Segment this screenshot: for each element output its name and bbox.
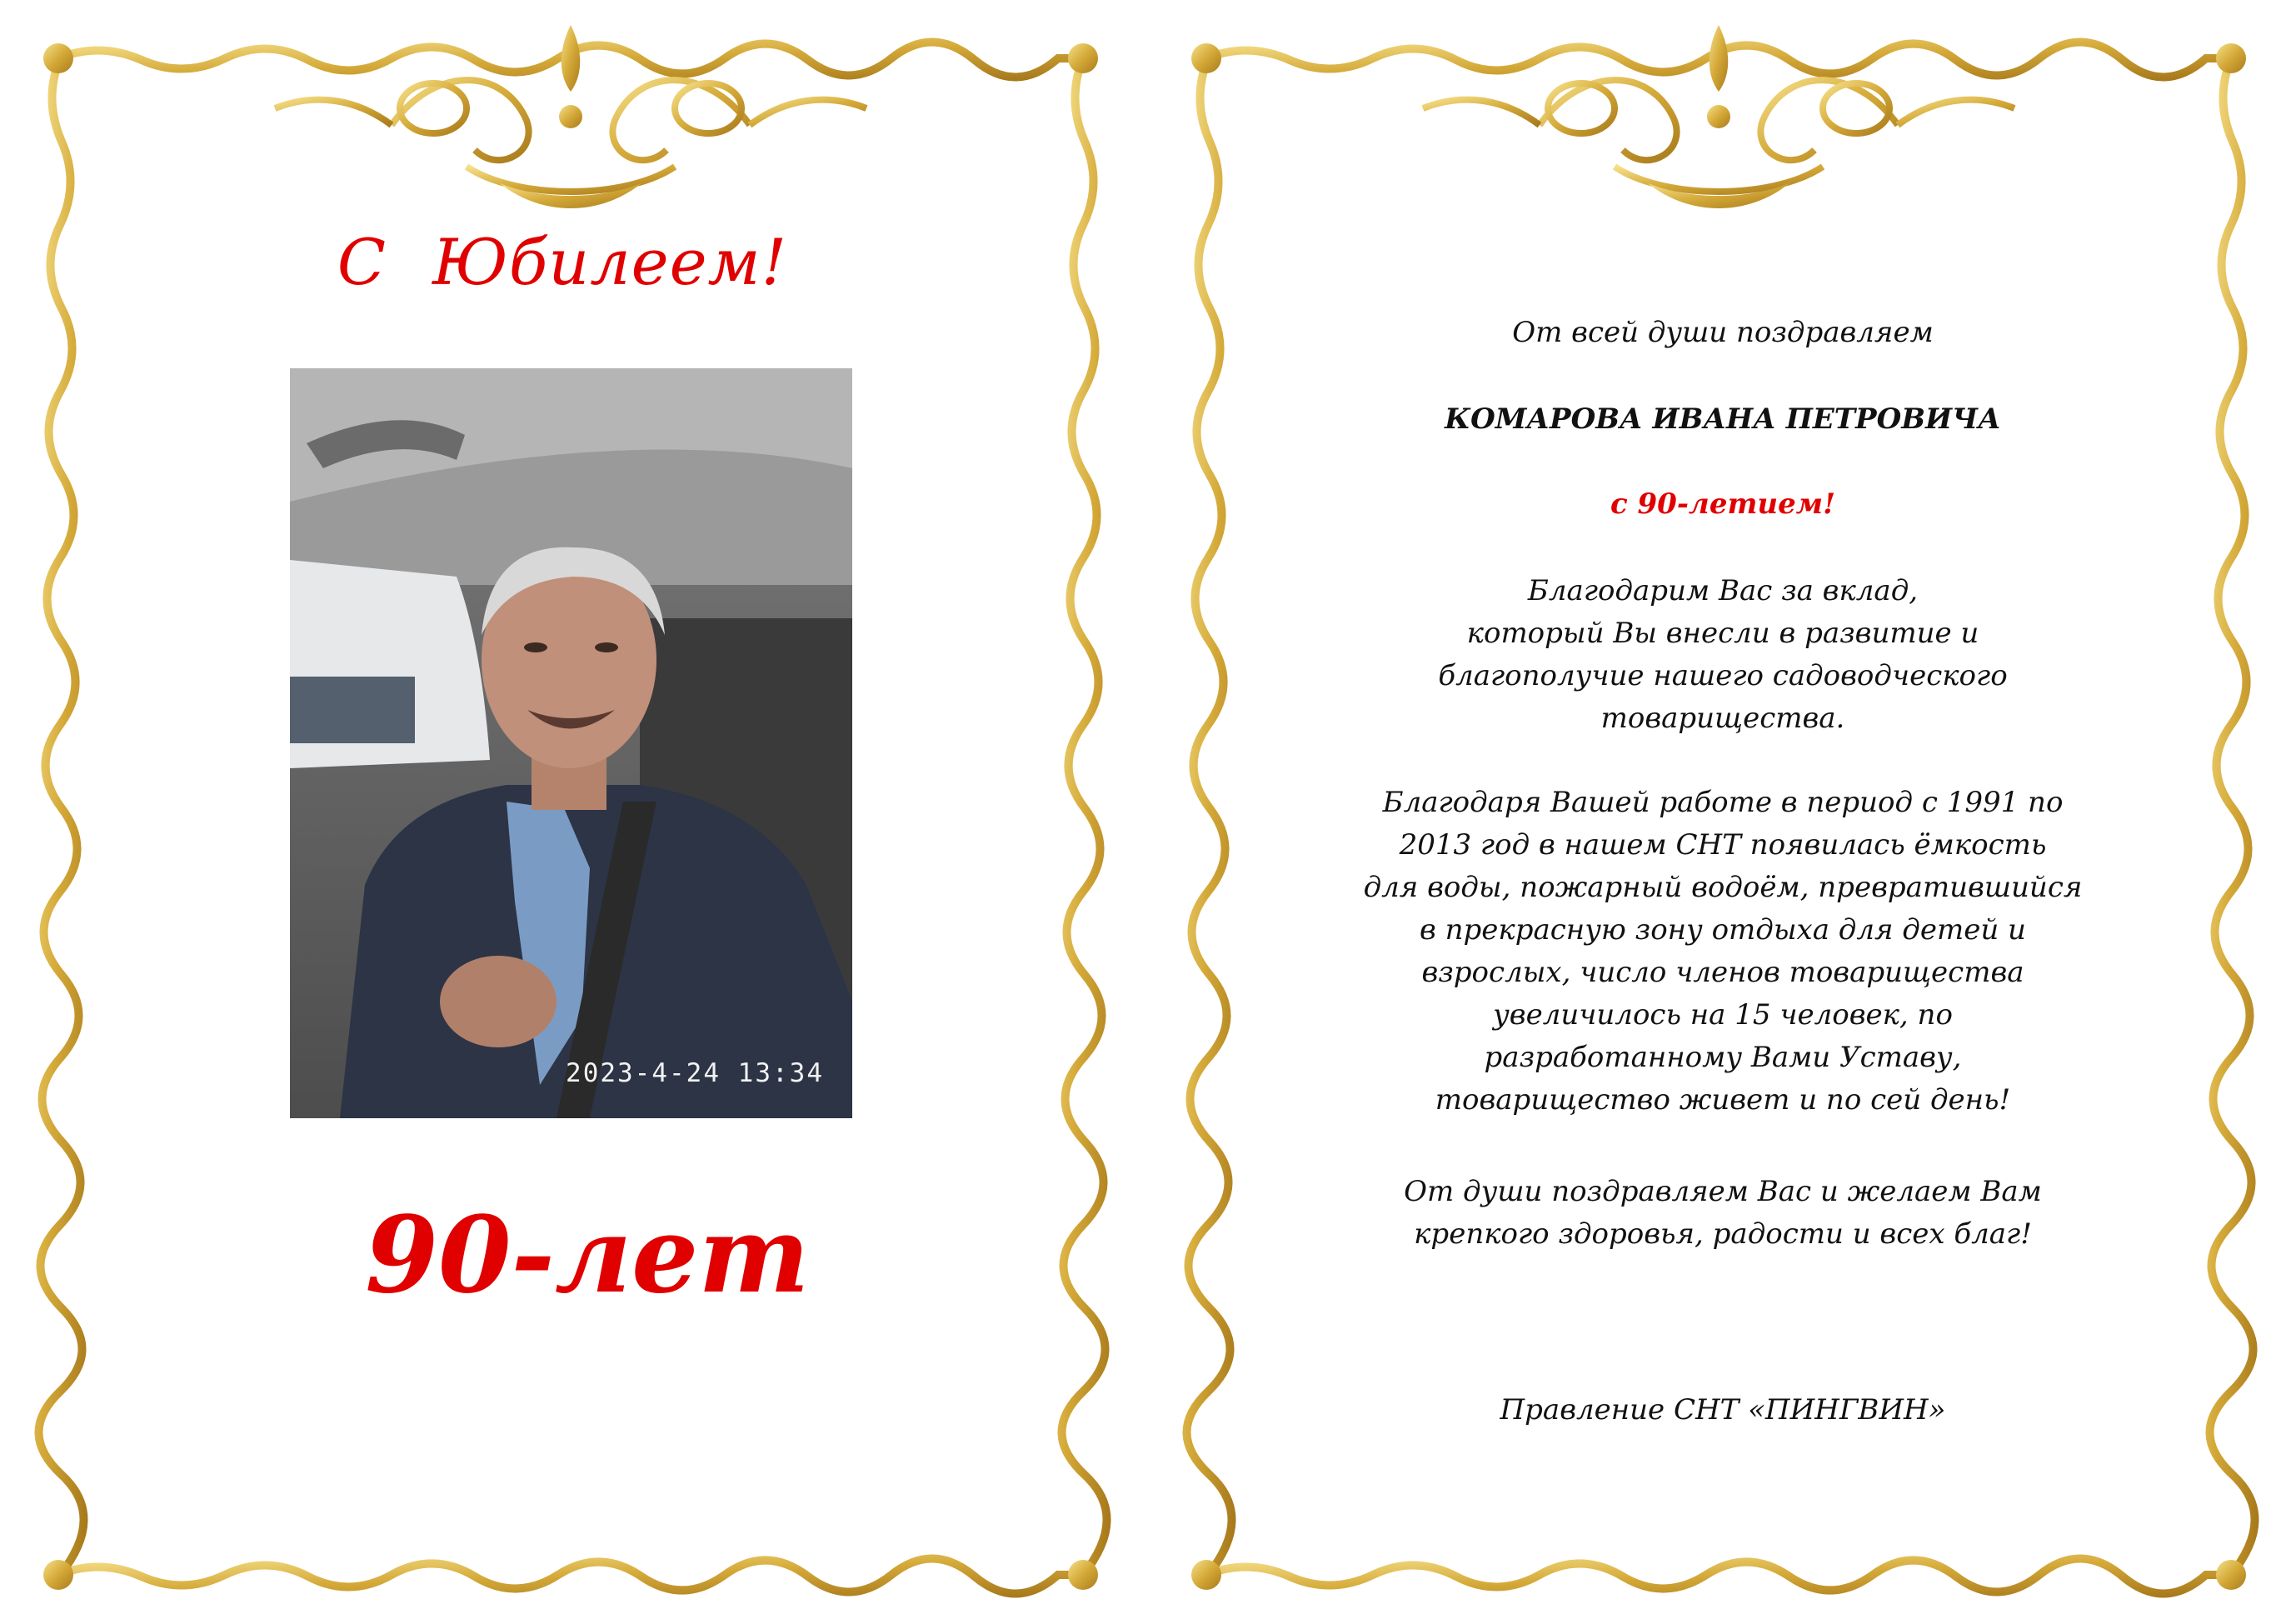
age-heading: 90-лет [365,1193,810,1317]
work-line: в прекрасную зону отдыха для детей и [1420,913,2026,947]
jubilee-heading: С Юбилеем! [337,225,788,299]
wish-line: крепкого здоровья, радости и всех благ! [1414,1217,2032,1251]
right-page [1148,0,2296,1624]
work-line: взрослых, число членов товарищества [1421,956,2024,989]
wish-paragraph [1298,1171,2148,1256]
thanks-line: Благодарим Вас за вклад, [1527,574,1919,607]
signature: Правление СНТ «ПИНГВИН» [1500,1393,1946,1427]
thanks-paragraph [1298,570,2148,740]
work-line: разработанному Вами Уставу, [1484,1041,1962,1074]
thanks-line: товарищества. [1600,702,1845,735]
portrait-illustration [290,368,852,1118]
thanks-line: который Вы внесли в развитие и [1466,617,1979,650]
photo-timestamp: 2023-4-24 13:34 [566,1058,824,1088]
work-line: Благодаря Вашей работе в период с 1991 по [1382,786,2064,819]
occasion-line: с 90-летием! [1610,487,1836,521]
work-line: товарищество живет и по сей день! [1435,1083,2011,1117]
work-line: увеличилось на 15 человек, по [1493,998,1953,1032]
wish-line: От души поздравляем Вас и желаем Вам [1404,1175,2042,1208]
portrait-photo [290,368,852,1118]
work-line: для воды, пожарный водоём, превратившийся [1363,871,2083,904]
greeting-intro: От всей души поздравляем [1512,316,1934,349]
work-paragraph [1298,782,2148,1122]
work-line: 2013 год в нашем СНТ появилась ёмкость [1399,828,2047,862]
honoree-name: КОМАРОВА ИВАНА ПЕТРОВИЧА [1445,402,2001,436]
thanks-line: благополучие нашего садоводческого [1438,659,2008,692]
